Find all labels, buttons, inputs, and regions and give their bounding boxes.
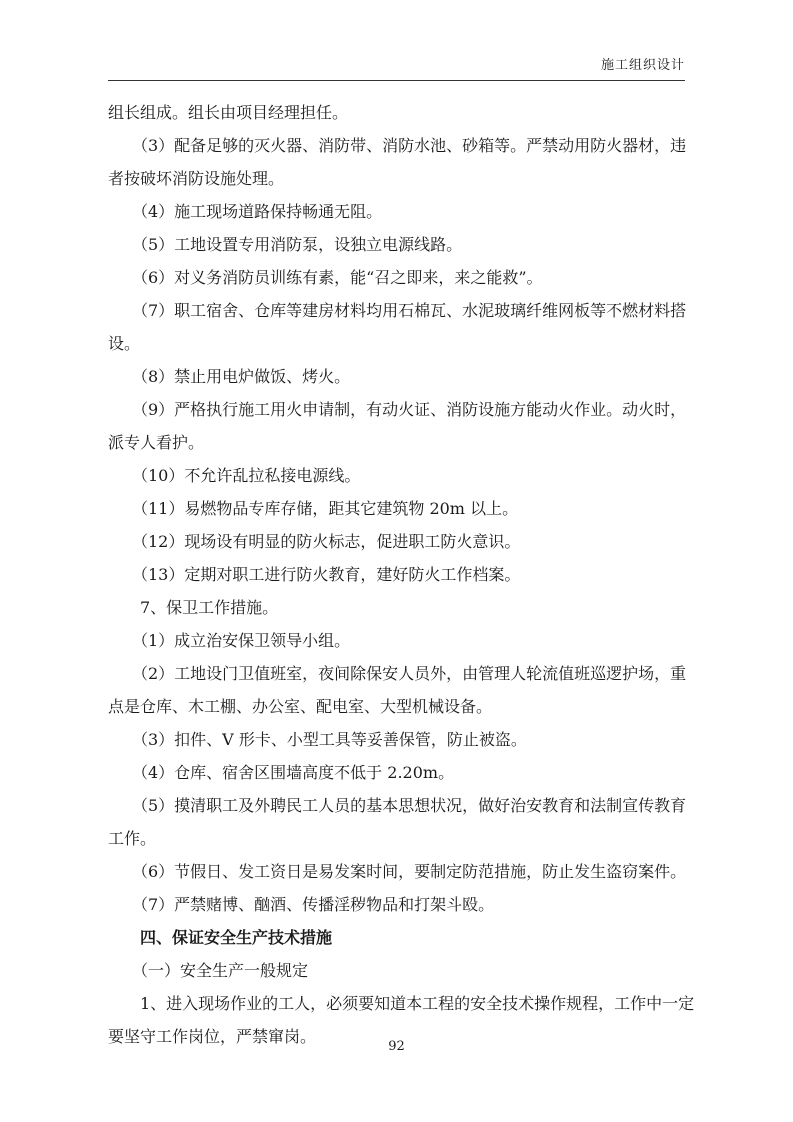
- paragraph-line: （5）工地设置专用消防泵，设独立电源线路。: [132, 235, 463, 254]
- paragraph-line: 工作。: [108, 829, 157, 848]
- paragraph-line: （13）定期对职工进行防火教育，建好防火工作档案。: [132, 565, 521, 584]
- paragraph-line: 设。: [108, 334, 141, 353]
- paragraph-line: （6）对义务消防员训练有素，能“召之即来，来之能救”。: [132, 268, 543, 287]
- paragraph-line: （6）节假日、发工资日是易发案时间，要制定防范措施，防止发生盗窃案件。: [132, 862, 687, 881]
- paragraph-line: 要坚守工作岗位，严禁窜岗。: [108, 1027, 317, 1046]
- page-number: 92: [388, 1039, 405, 1054]
- paragraph-line: （7）严禁赌博、酗酒、传播淫秽物品和打架斗殴。: [132, 895, 495, 914]
- paragraph-line: （9）严格执行施工用火申请制，有动火证、消防设施方能动火作业。动火时，: [132, 400, 687, 419]
- paragraph-line: 组长组成。组长由项目经理担任。: [108, 103, 349, 122]
- paragraph-line: （2）工地设门卫值班室，夜间除保安人员外，由管理人轮流值班巡逻护场，重: [132, 664, 687, 683]
- section-subheading: （一）安全生产一般规定: [132, 961, 309, 980]
- paragraph-line: （8）禁止用电炉做饭、烤火。: [132, 367, 351, 386]
- paragraph-line: （11）易燃物品专库存储，距其它建筑物 20m 以上。: [132, 499, 519, 518]
- header-divider: [108, 80, 685, 81]
- paragraph-line: （4）仓库、宿舍区围墙高度不低于 2.20m。: [132, 763, 455, 782]
- paragraph-line: （4）施工现场道路保持畅通无阻。: [132, 202, 383, 221]
- document-body: [108, 96, 695, 1053]
- header-title: 施工组织设计: [600, 58, 685, 73]
- paragraph-line: （10）不允许乱拉私接电源线。: [132, 466, 361, 485]
- paragraph-line: 1、进入现场作业的工人，必须要知道本工程的安全技术操作规程，工作中一定: [140, 994, 695, 1013]
- paragraph-line: 者按破坏消防设施处理。: [108, 169, 285, 188]
- paragraph-line: （1）成立治安保卫领导小组。: [132, 631, 351, 650]
- paragraph-line: （12）现场设有明显的防火标志，促进职工防火意识。: [132, 532, 521, 551]
- paragraph-line: （3）配备足够的灭火器、消防带、消防水池、砂箱等。严禁动用防火器材，违: [132, 136, 687, 155]
- paragraph-line: （7）职工宿舍、仓库等建房材料均用石棉瓦、水泥玻璃纤维网板等不燃材料搭: [132, 301, 687, 320]
- paragraph-line: 派专人看护。: [108, 433, 205, 452]
- section-subheading: 7、保卫工作措施。: [140, 598, 279, 617]
- paragraph-line: 点是仓库、木工棚、办公室、配电室、大型机械设备。: [108, 697, 493, 716]
- paragraph-line: （3）扣件、V 形卡、小型工具等妥善保管，防止被盗。: [132, 730, 527, 749]
- section-heading: 四、保证安全生产技术措施: [140, 928, 333, 947]
- paragraph-line: （5）摸清职工及外聘民工人员的基本思想状况，做好治安教育和法制宣传教育: [132, 796, 687, 815]
